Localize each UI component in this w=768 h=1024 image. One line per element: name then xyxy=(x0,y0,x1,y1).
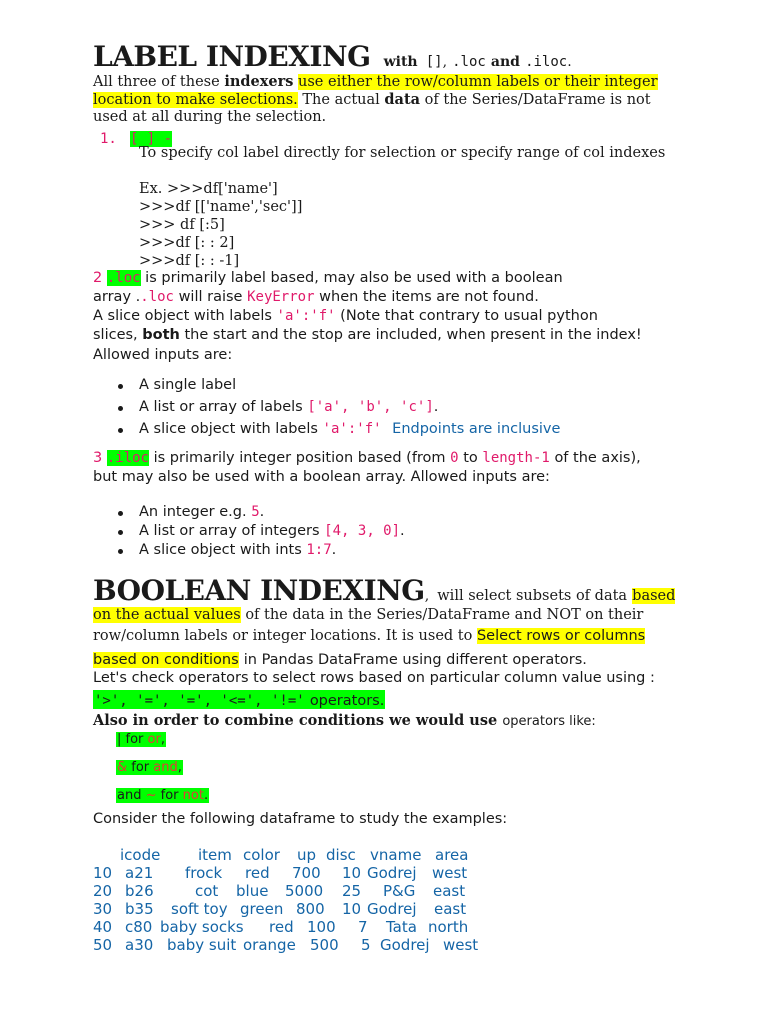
cell-index: 10 xyxy=(93,864,113,882)
header-vname: vname xyxy=(370,846,422,864)
cell-index: 20 xyxy=(93,882,113,900)
endpoints-inclusive-note: Endpoints are inclusive xyxy=(392,421,561,437)
and-end: , xyxy=(177,760,182,775)
cell-color: red xyxy=(269,918,294,936)
item3-axis-text: of the axis), xyxy=(554,450,641,466)
or-for-text: for xyxy=(125,732,144,747)
cell-area: north xyxy=(428,918,469,936)
cell-up: 800 xyxy=(296,900,325,918)
boolean-line-5: Let's check operators to select rows based on particular column value using : xyxy=(93,670,655,686)
item3-number: 3 xyxy=(93,450,103,466)
item2-notfound-text: when the items are not found. xyxy=(319,289,539,305)
item1-example-4: >>>df [: : 2] xyxy=(139,235,235,251)
cell-disc: 25 xyxy=(342,882,362,900)
cell-disc: 7 xyxy=(358,918,368,936)
boolean-line-4 xyxy=(93,649,587,668)
cell-item: cot xyxy=(195,882,219,900)
intro-highlight-2: location to make selections. xyxy=(93,92,298,108)
item3-bullet-1-end: . xyxy=(259,504,265,520)
cell-icode: a30 xyxy=(125,936,154,954)
bullet-dot xyxy=(118,549,123,554)
item1-example-3: >>> df [:5] xyxy=(139,217,225,233)
boolean-text-b: of the data in the Series/DataFrame and NOT on their xyxy=(245,607,644,623)
intro-line-1 xyxy=(93,73,658,90)
and-keyword: and xyxy=(153,760,178,775)
title-with-word: with xyxy=(383,54,418,70)
not-and-text: and xyxy=(117,788,142,803)
and-operator-line xyxy=(116,756,183,775)
boolean-text-a: will select subsets of data xyxy=(437,588,628,604)
boolean-operators-line xyxy=(93,690,385,709)
item1-code: [ ] - xyxy=(129,131,173,147)
item2-raise-text: will raise xyxy=(178,289,243,305)
or-operator-line xyxy=(116,728,166,747)
cell-item: frock xyxy=(185,864,223,882)
item2-allowed-inputs: Allowed inputs are: xyxy=(93,347,233,363)
cell-vname: P&G xyxy=(383,882,416,900)
cell-vname: Godrej xyxy=(367,864,417,882)
boolean-operators-like: operators like: xyxy=(502,714,596,729)
item3-bullet-1 xyxy=(139,504,264,520)
bullet-dot xyxy=(118,406,123,411)
item2-number: 2 xyxy=(93,270,103,286)
bullet-dot xyxy=(118,384,123,389)
item2-text-1: is primarily label based, may also be used with a boolean xyxy=(145,270,563,286)
item3-bullet-3 xyxy=(139,542,336,558)
intro-line-2 xyxy=(93,91,651,108)
item3-bullet-2-code: [4, 3, 0] xyxy=(324,523,401,539)
item1-desc: To specify col label directly for selection or specify range of col indexes xyxy=(139,145,666,161)
item2-line-1 xyxy=(93,270,563,286)
item2-code: .loc xyxy=(106,270,141,286)
item2-keyerror-code: KeyError xyxy=(247,289,315,305)
cell-item: baby socks xyxy=(160,918,244,936)
or-end: , xyxy=(160,732,165,747)
brackets-code: [] xyxy=(425,54,443,70)
item2-bullet-2 xyxy=(139,399,438,415)
item3-bullet-2-end: . xyxy=(400,523,405,539)
cell-index: 30 xyxy=(93,900,113,918)
cell-vname: Godrej xyxy=(380,936,430,954)
header-area: area xyxy=(435,846,469,864)
item2-array-text: array . xyxy=(93,289,141,305)
cell-icode: c80 xyxy=(125,918,153,936)
item3-bullet-1-code: 5 xyxy=(251,504,260,520)
and-symbol: & xyxy=(117,760,128,775)
cell-item: soft toy xyxy=(171,900,228,918)
item2-slices-text: slices, xyxy=(93,327,138,343)
bullet-dot xyxy=(118,530,123,535)
not-operator-line xyxy=(116,784,209,803)
cell-icode: b26 xyxy=(125,882,154,900)
not-keyword: not xyxy=(182,788,204,803)
boolean-indexing-heading xyxy=(93,574,675,607)
or-symbol: | xyxy=(117,732,122,747)
header-item: item xyxy=(198,846,232,864)
intro-line-3: used at all during the selection. xyxy=(93,109,327,125)
boolean-text-c: row/column labels or integer locations. It is used to xyxy=(93,628,473,644)
item2-bullet-3-code: 'a':'f' xyxy=(322,421,382,437)
item2-slice-code: 'a':'f' xyxy=(276,308,336,324)
item2-note-text: (Note that contrary to usual python xyxy=(340,308,598,324)
label-indexing-title: LABEL INDEXING xyxy=(93,40,371,73)
cell-icode: a21 xyxy=(125,864,154,882)
boolean-line-2 xyxy=(93,607,643,623)
cell-color: blue xyxy=(236,882,269,900)
header-disc: disc xyxy=(326,846,356,864)
cell-up: 700 xyxy=(292,864,321,882)
comma-text: , xyxy=(442,54,448,70)
item2-included-text: the start and the stop are included, when present in the index! xyxy=(184,327,642,343)
cell-index: 50 xyxy=(93,936,113,954)
boolean-line-7 xyxy=(93,710,596,729)
cell-color: red xyxy=(245,864,270,882)
item2-bullet-2-code: ['a', 'b', 'c'] xyxy=(307,399,434,415)
intro-text-b: The actual xyxy=(302,92,380,108)
item3-bullet-3-code: 1:7 xyxy=(306,542,332,558)
loc-code: .loc xyxy=(452,54,486,70)
item2-slice-text: A slice object with labels xyxy=(93,308,272,324)
or-keyword: or xyxy=(147,732,161,747)
cell-up: 5000 xyxy=(285,882,324,900)
item3-bullet-3-text: A slice object with ints xyxy=(139,542,302,558)
header-up: up xyxy=(297,846,317,864)
operators-code: '>', '=', '=', '<=', '!=' xyxy=(94,693,305,709)
intro-bold-indexers: indexers xyxy=(224,73,294,90)
consider-dataframe-text: Consider the following dataframe to study the examples: xyxy=(93,811,508,827)
boolean-text-d: in Pandas DataFrame using different operators. xyxy=(243,652,587,668)
label-indexing-heading xyxy=(93,40,572,73)
boolean-highlight-actual-values: on the actual values xyxy=(93,607,241,623)
bullet-dot xyxy=(118,511,123,516)
cell-area: west xyxy=(432,864,468,882)
intro-text-a: All three of these xyxy=(93,74,220,90)
boolean-combine-text: Also in order to combine conditions we would use xyxy=(93,712,498,729)
not-for-text: for xyxy=(160,788,179,803)
item2-bullet-1: A single label xyxy=(139,377,237,393)
intro-bold-data: data xyxy=(384,91,421,108)
item3-code: .iloc xyxy=(106,450,149,466)
cell-vname: Tata xyxy=(386,918,417,936)
header-icode: icode xyxy=(120,846,161,864)
comma-text: , xyxy=(424,588,430,604)
item3-zero-code: 0 xyxy=(450,450,459,466)
cell-area: west xyxy=(443,936,479,954)
item2-bullet-2-end: . xyxy=(433,399,439,415)
cell-disc: 5 xyxy=(361,936,371,954)
item2-both-bold: both xyxy=(142,327,180,343)
cell-color: green xyxy=(240,900,284,918)
item3-line-2: but may also be used with a boolean array. Allowed inputs are: xyxy=(93,469,550,485)
cell-icode: b35 xyxy=(125,900,154,918)
period-text: . xyxy=(567,54,572,70)
cell-color: orange xyxy=(243,936,296,954)
cell-disc: 10 xyxy=(342,864,362,882)
item2-line-2 xyxy=(93,289,539,305)
item2-line-4 xyxy=(93,327,642,343)
item1-example-2: >>>df [['name','sec']] xyxy=(139,199,303,215)
cell-index: 40 xyxy=(93,918,113,936)
item2-bullet-3 xyxy=(139,421,560,437)
intro-text-c: of the Series/DataFrame is not xyxy=(424,92,651,108)
cell-vname: Godrej xyxy=(367,900,417,918)
and-for-text: for xyxy=(131,760,150,775)
item3-bullet-1-text: An integer e.g. xyxy=(139,504,247,520)
item1-example-1: Ex. >>>df['name'] xyxy=(139,181,278,197)
item3-bullet-2 xyxy=(139,523,405,539)
item2-loc-code: .loc xyxy=(140,289,174,305)
item2-line-3 xyxy=(93,308,598,324)
item3-line-1 xyxy=(93,450,641,466)
item3-length-code: length-1 xyxy=(482,450,550,466)
item3-bullet-3-end: . xyxy=(331,542,337,558)
operators-highlight xyxy=(93,690,385,709)
boolean-highlight-conditions: based on conditions xyxy=(93,652,239,668)
intro-highlight-1: use either the row/column labels or their integer xyxy=(298,74,658,90)
item3-text-a: is primarily integer position based (from xyxy=(153,450,446,466)
iloc-code: .iloc xyxy=(525,54,568,70)
cell-disc: 10 xyxy=(342,900,362,918)
boolean-indexing-title: BOOLEAN INDEXING xyxy=(93,574,425,607)
item1-example-5: >>>df [: : -1] xyxy=(139,253,240,269)
and-word: and xyxy=(490,54,520,70)
operators-word: operators. xyxy=(309,693,385,709)
bullet-dot xyxy=(118,428,123,433)
header-color: color xyxy=(243,846,280,864)
boolean-highlight-select: Select rows or columns xyxy=(476,628,646,644)
boolean-highlight-based: based xyxy=(632,588,676,604)
item2-bullet-3-text: A slice object with labels xyxy=(139,421,318,437)
cell-item: baby suit xyxy=(167,936,237,954)
boolean-line-3 xyxy=(93,628,645,644)
not-end: . xyxy=(203,788,209,803)
item3-to-text: to xyxy=(463,450,478,466)
cell-area: east xyxy=(433,882,466,900)
item3-bullet-2-text: A list or array of integers xyxy=(139,523,320,539)
not-symbol: ~ xyxy=(145,788,157,803)
item1-number: 1. xyxy=(100,131,117,147)
item2-bullet-2-text: A list or array of labels xyxy=(139,399,303,415)
cell-up: 100 xyxy=(307,918,336,936)
cell-area: east xyxy=(434,900,467,918)
cell-up: 500 xyxy=(310,936,339,954)
